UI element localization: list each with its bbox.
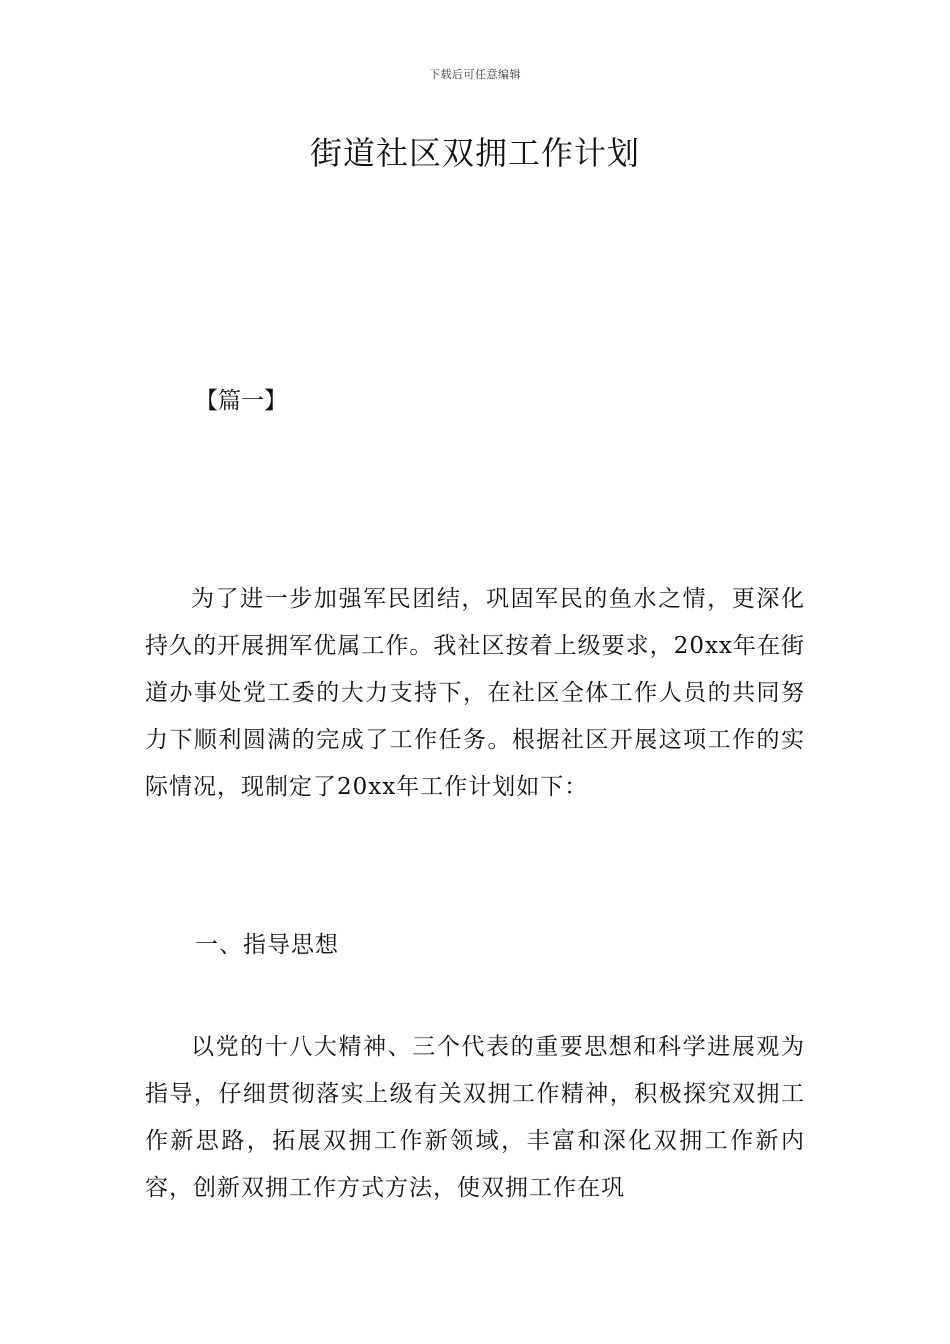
section-heading: 一、指导思想 [195, 932, 339, 958]
section-tag: 【篇一】 [195, 388, 287, 414]
document-title: 街道社区双拥工作计划 [309, 134, 640, 172]
header-note: 下载后可任意编辑 [429, 68, 521, 81]
intro-paragraph: 为了进一步加强军民团结，巩固军民的鱼水之情，更深化持久的开展拥军优属工作。我社区按着上级要求，20xx年在街道办事处党工委的大力支持下，在社区全体工作人员的共同努力下顺利圆满的完成了工作任务。根据社区开展这项工作的实际情况，现制定了20xx年工作计划如下： [145, 586, 805, 800]
body-paragraph: 以党的十八大精神、三个代表的重要思想和科学进展观为指导，仔细贯彻落实上级有关双拥工作精神，积极探究双拥工作新思路，拓展双拥工作新领域，丰富和深化双拥工作新内容，创新双拥工作方式方法，使双拥工作在巩 [145, 1034, 805, 1201]
